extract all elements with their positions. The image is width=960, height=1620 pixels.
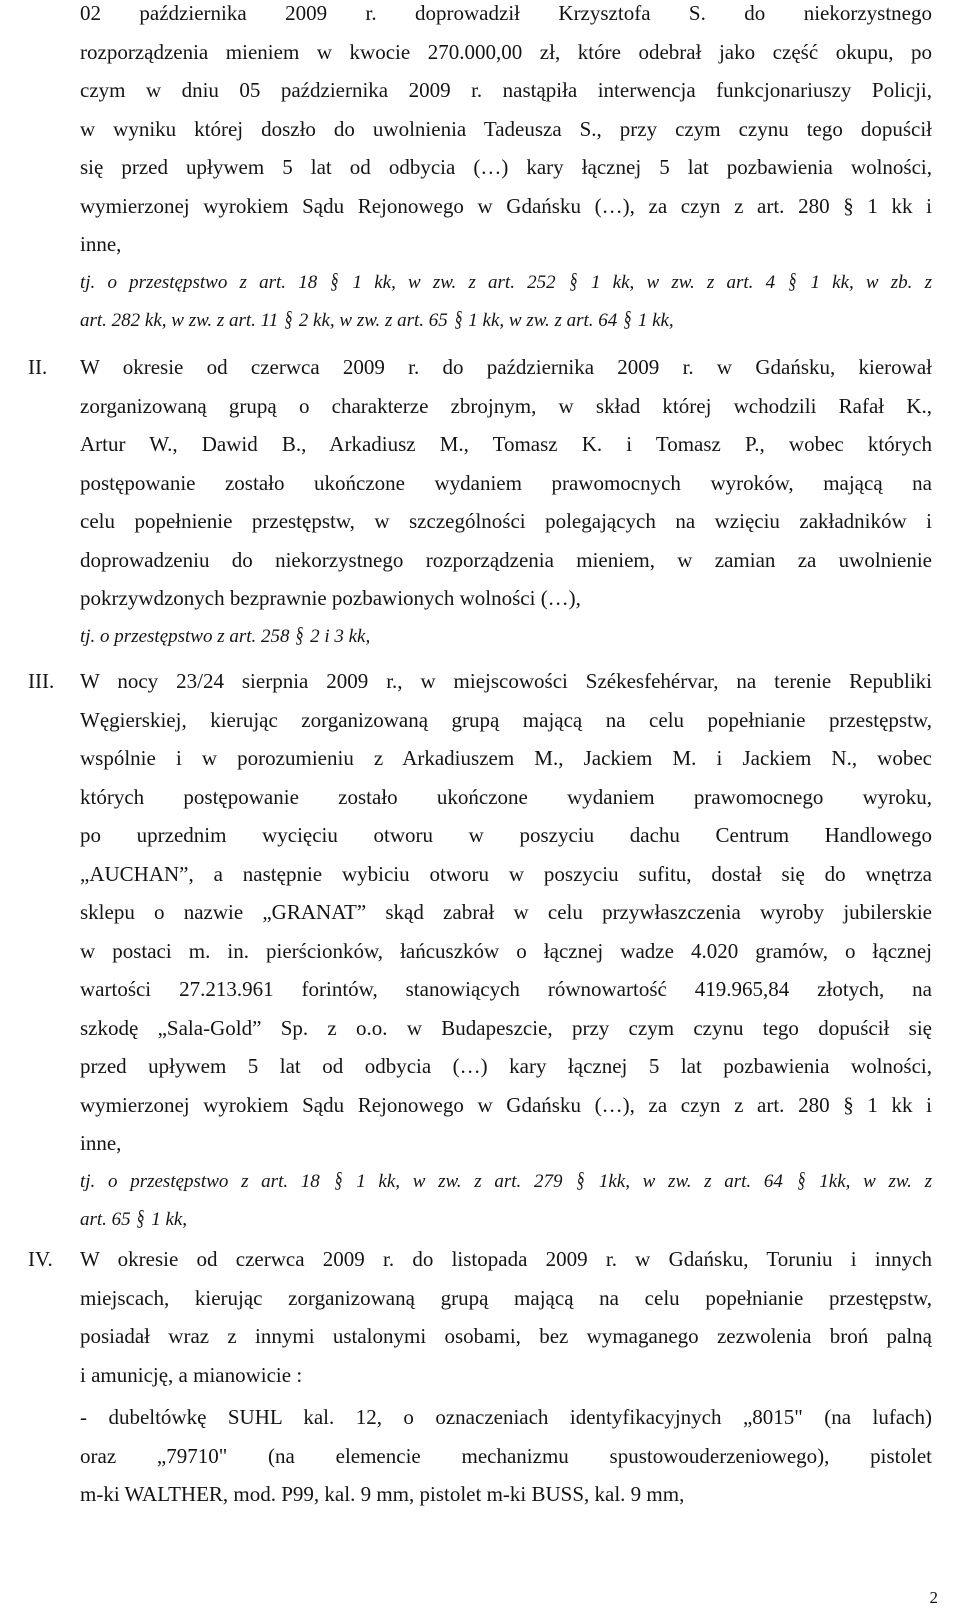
text-line: przed upływem 5 lat od odbycia (…) kary łącznej 5 lat pozbawienia wolności, bbox=[80, 1054, 932, 1078]
weapons-list bbox=[80, 1398, 932, 1514]
section-iv-paragraph bbox=[80, 1240, 932, 1394]
text-line: W okresie od czerwca 2009 r. do listopada 2009 r. w Gdańsku, Toruniu i innych bbox=[80, 1247, 932, 1271]
text-line: w wyniku której doszło do uwolnienia Tadeusza S., przy czym czynu tego dopuścił bbox=[80, 116, 932, 141]
text-line: 02 października 2009 r. doprowadził Krzysztofa S. do niekorzystnego bbox=[80, 1, 932, 25]
section-sign: § bbox=[454, 306, 462, 331]
text-line: Artur W., Dawid B., Arkadiusz M., Tomasz K. i Tomasz P., wobec których bbox=[80, 432, 932, 456]
text-line: i amunicję, a mianowicie : bbox=[80, 1362, 303, 1387]
section-ii-paragraph bbox=[80, 348, 932, 656]
text-line: się przed upływem 5 lat od odbycia (…) kary łącznej 5 lat pozbawienia wolności, bbox=[80, 155, 932, 179]
text-line: doprowadzeniu do niekorzystnego rozporządzenia mieniem, w zamian za uwolnienie bbox=[80, 547, 932, 572]
section-iii-paragraph bbox=[80, 662, 932, 1240]
text-line: czym w dniu 05 października 2009 r. nastąpiła interwencja funkcjonariuszy Policji, bbox=[80, 78, 932, 102]
text-line: wymierzonej wyrokiem Sądu Rejonowego w Gdańsku (…), za czyn z art. 280 § 1 kk i bbox=[80, 193, 932, 218]
charge-qualification: art. 65 § 1 kk, bbox=[80, 1205, 188, 1230]
text-line: celu popełnienie przestępstw, w szczególności polegających na wzięciu zakładników i bbox=[80, 509, 932, 533]
text-line: zorganizowaną grupą o charakterze zbrojnym, w skład której wchodzili Rafał K., bbox=[80, 393, 932, 418]
text-line: wymierzonej wyrokiem Sądu Rejonowego w Gdańsku (…), za czyn z art. 280 § 1 kk i bbox=[80, 1092, 932, 1117]
section-number: IV. bbox=[28, 1247, 53, 1271]
section-sign: § bbox=[137, 1205, 145, 1230]
text-line: posiadał wraz z innymi ustalonymi osobami, bez wymaganego zezwolenia broń palną bbox=[80, 1324, 932, 1348]
text-line: wartości 27.213.961 forintów, stanowiących równowartość 419.965,84 złotych, na bbox=[80, 977, 932, 1001]
section-sign: § bbox=[334, 1166, 342, 1192]
section-sign: § bbox=[569, 267, 578, 293]
text-line: rozporządzenia mieniem w kwocie 270.000,00 zł, które odebrał jako część okupu, po bbox=[80, 39, 932, 64]
text-line: W okresie od czerwca 2009 r. do października 2009 r. w Gdańsku, kierował bbox=[80, 355, 932, 379]
text-line: sklepu o nazwie „GRANAT” skąd zabrał w celu przywłaszczenia wyroby jubilerskie bbox=[80, 900, 932, 924]
charge-qualification: art. 282 kk, w zw. z art. 11 § 2 kk, w zw. z art. 65 § 1 kk, w zw. z art. 64 § 1 kk, bbox=[80, 306, 674, 331]
page-number: 2 bbox=[929, 1588, 938, 1607]
charge-qualification: tj. o przestępstwo z art. 18 § 1 kk, w zw. z art. 279 § 1kk, w zw. z art. 64 § 1kk, w zw. z bbox=[80, 1166, 932, 1192]
text-line: w postaci m. in. pierścionków, łańcuszków o łącznej wadze 4.020 gramów, o łącznej bbox=[80, 938, 932, 963]
text-line: szkodę „Sala-Gold” Sp. z o.o. w Budapeszcie, przy czym czynu tego dopuścił się bbox=[80, 1015, 932, 1040]
text-line: po uprzednim wycięciu otworu w poszyciu dachu Centrum Handlowego bbox=[80, 823, 932, 847]
text-line: wspólnie i w porozumieniu z Arkadiuszem M., Jackiem M. i Jackiem N., wobec bbox=[80, 746, 932, 770]
section-sign: § bbox=[295, 621, 304, 647]
charge-qualification: tj. o przestępstwo z art. 258 § 2 i 3 kk, bbox=[80, 621, 371, 647]
text-line: postępowanie zostało ukończone wydaniem prawomocnych wyroków, mającą na bbox=[80, 470, 932, 495]
section-sign: § bbox=[284, 306, 293, 331]
section-number: III. bbox=[28, 669, 55, 693]
section-sign: § bbox=[576, 1166, 585, 1192]
text-line: inne, bbox=[80, 1131, 122, 1155]
section-sign: § bbox=[331, 267, 339, 293]
list-item-line: m-ki WALTHER, mod. P99, kal. 9 mm, pistolet m-ki BUSS, kal. 9 mm, bbox=[80, 1482, 685, 1506]
text-line: których postępowanie zostało ukończone wydaniem prawomocnego wyroku, bbox=[80, 784, 932, 809]
section-sign: § bbox=[788, 267, 797, 293]
text-line: Węgierskiej, kierując zorganizowaną grupą mającą na celu popełnianie przestępstw, bbox=[80, 707, 932, 732]
list-item-line: oraz „79710" (na elemencie mechanizmu spustowouderzeniowego), pistolet bbox=[80, 1443, 932, 1468]
intro-paragraph bbox=[80, 0, 932, 341]
section-sign: § bbox=[797, 1166, 805, 1192]
list-item-line: - dubeltówkę SUHL kal. 12, o oznaczeniach identyfikacyjnych „8015" (na lufach) bbox=[80, 1405, 932, 1429]
text-line: pokrzywdzonych bezprawnie pozbawionych wolności (…), bbox=[80, 586, 581, 610]
text-line: W nocy 23/24 sierpnia 2009 r., w miejscowości Székesfehérvar, na terenie Republiki bbox=[80, 669, 932, 693]
section-number: II. bbox=[28, 355, 48, 379]
section-sign: § bbox=[623, 306, 632, 331]
charge-qualification: tj. o przestępstwo z art. 18 § 1 kk, w zw. z art. 252 § 1 kk, w zw. z art. 4 § 1 kk, w zb. z bbox=[80, 267, 932, 293]
text-line: „AUCHAN”, a następnie wybiciu otworu w poszyciu sufitu, dostał się do wnętrza bbox=[80, 861, 932, 886]
text-line: inne, bbox=[80, 232, 122, 256]
text-line: miejscach, kierując zorganizowaną grupą mającą na celu popełnianie przestępstw, bbox=[80, 1285, 932, 1310]
